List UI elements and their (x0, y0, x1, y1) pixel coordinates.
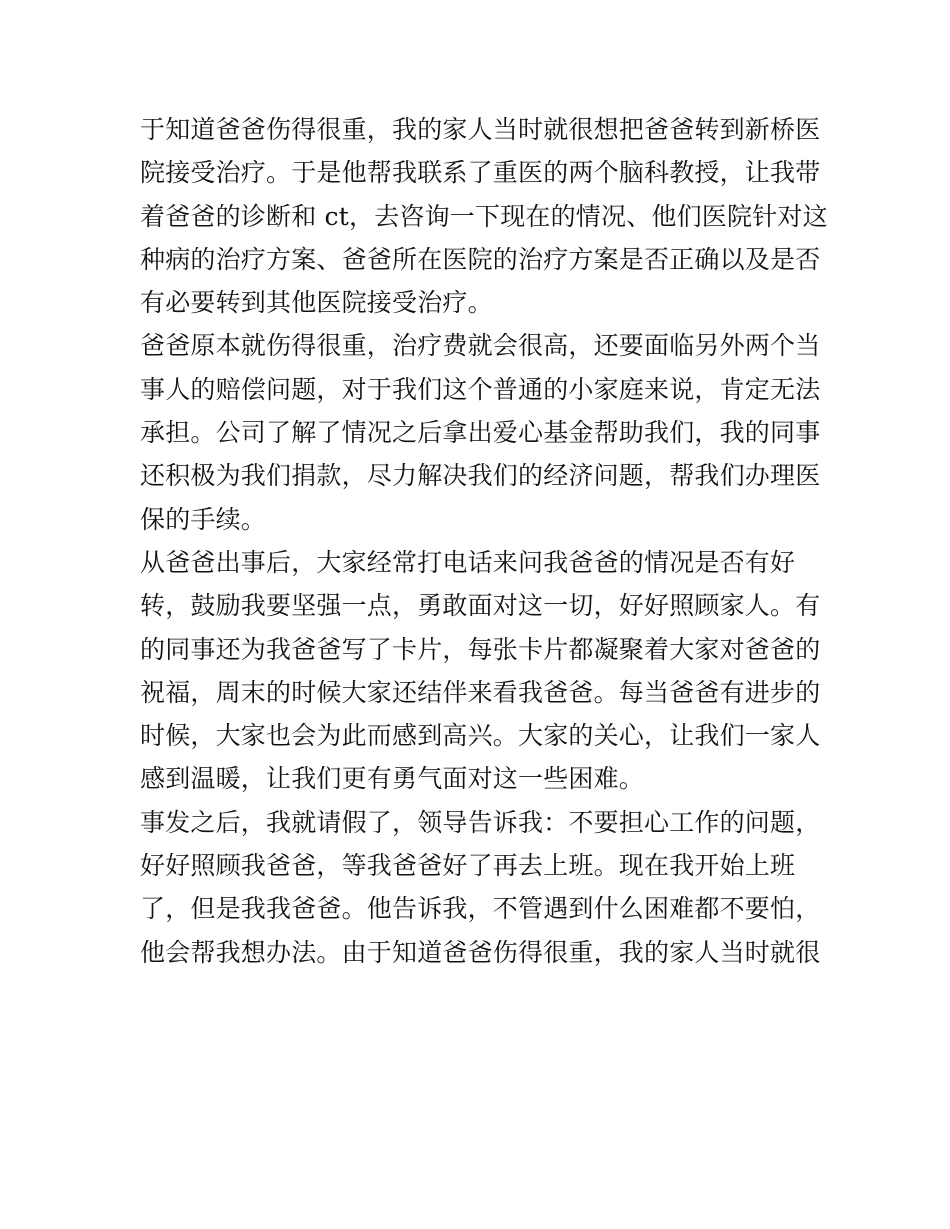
text-line: 种病的治疗方案、爸爸所在医院的治疗方案是否正确以及是否 (140, 244, 821, 274)
text-line: 时候，大家也会为此而感到高兴。大家的关心，让我们一家人 (140, 721, 821, 751)
paragraph-1 (140, 108, 828, 324)
text-line: 转，鼓励我要坚强一点，勇敢面对这一切，好好照顾家人。有 (140, 591, 821, 621)
text-line: 好好照顾我爸爸，等我爸爸好了再去上班。现在我开始上班 (140, 851, 796, 881)
text-line: 感到温暖，让我们更有勇气面对这一些困难。 (140, 764, 645, 794)
document-body (140, 108, 828, 974)
text-line: 有必要转到其他医院接受治疗。 (140, 288, 493, 318)
paragraph-2 (140, 324, 820, 540)
text-line: 事发之后，我就请假了，领导告诉我：不要担心工作的问题， (140, 807, 821, 837)
text-line: 于知道爸爸伤得很重，我的家人当时就很想把爸爸转到新桥医 (140, 115, 821, 144)
text-line: 祝福，周末的时候大家还结伴来看我爸爸。每当爸爸有进步的 (140, 677, 821, 707)
paragraph-3 (140, 541, 820, 801)
text-line: 了，但是我我爸爸。他告诉我，不管遇到什么困难都不要怕， (140, 894, 821, 924)
text-line: 院接受治疗。于是他帮我联系了重医的两个脑科教授，让我带 (140, 158, 821, 188)
text-line: 承担。公司了解了情况之后拿出爱心基金帮助我们，我的同事 (140, 418, 821, 448)
text-line: 的同事还为我爸爸写了卡片，每张卡片都凝聚着大家对爸爸的 (140, 634, 821, 664)
text-line: 爸爸原本就伤得很重，治疗费就会很高，还要面临另外两个当 (140, 331, 821, 361)
text-line: 从爸爸出事后，大家经常打电话来问我爸爸的情况是否有好 (140, 547, 796, 577)
text-line: 事人的赔偿问题，对于我们这个普通的小家庭来说，肯定无法 (140, 374, 821, 404)
text-line: 着爸爸的诊断和 ct，去咨询一下现在的情况、他们医院针对这 (140, 201, 828, 231)
text-line: 还积极为我们捐款，尽力解决我们的经济问题，帮我们办理医 (140, 461, 821, 491)
text-line: 他会帮我想办法。由于知道爸爸伤得很重，我的家人当时就很 (140, 937, 821, 967)
paragraph-4 (140, 801, 820, 974)
text-line: 保的手续。 (140, 504, 267, 534)
